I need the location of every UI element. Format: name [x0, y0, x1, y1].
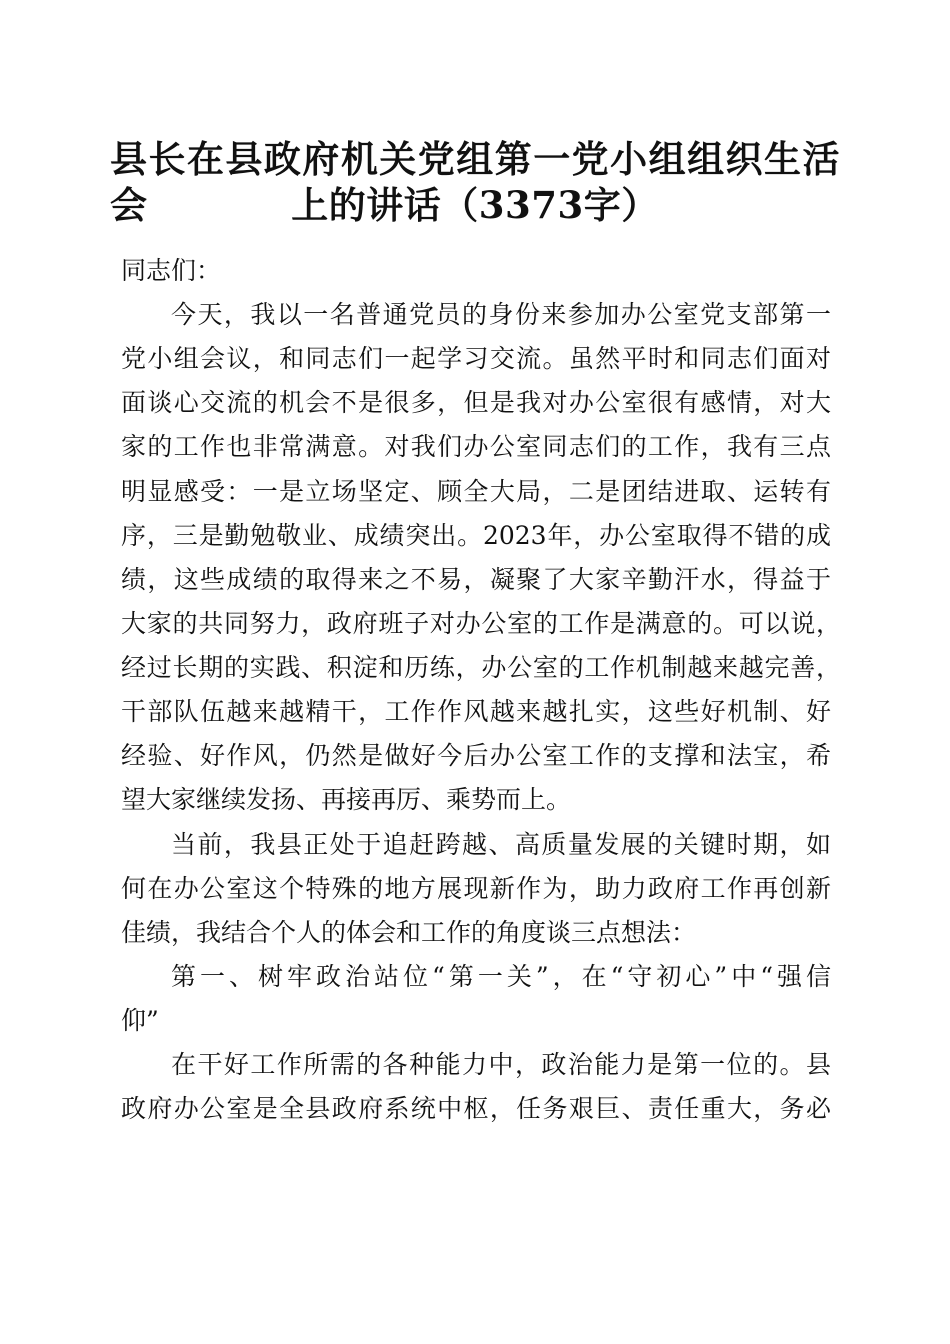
text-line: 干部队伍越来越精干，工作作风越来越扎实，这些好机制、好	[121, 697, 831, 726]
document-title-line-2: 上的讲话（3373字）	[291, 183, 659, 227]
text-line: 当前，我县正处于追赶跨越、高质量发展的关键时期，如	[171, 830, 831, 859]
document-title-line-1: 县长在县政府机关党组第一党小组组织生活会	[110, 137, 840, 227]
text-line: 序，三是勤勉敬业、成绩突出。2023年，办公室取得不错的成	[121, 521, 831, 550]
salutation: 同志们：	[121, 256, 222, 285]
text-line: 经过长期的实践、积淀和历练，办公室的工作机制越来越完善，	[121, 653, 841, 682]
text-line: 大家的共同努力，政府班子对办公室的工作是满意的。可以说，	[121, 609, 841, 638]
text-line: 家的工作也非常满意。对我们办公室同志们的工作，我有三点	[121, 432, 831, 461]
text-line: 经验、好作风，仍然是做好今后办公室工作的支撑和法宝，希	[121, 741, 831, 770]
section-heading-line: 仰”	[121, 1006, 159, 1035]
text-line: 面谈心交流的机会不是很多，但是我对办公室很有感情，对大	[121, 388, 831, 417]
text-line: 今天，我以一名普通党员的身份来参加办公室党支部第一	[171, 300, 831, 329]
text-line: 政府办公室是全县政府系统中枢，任务艰巨、责任重大，务必	[121, 1094, 831, 1123]
text-line: 望大家继续发扬、再接再厉、乘势而上。	[121, 785, 572, 814]
section-heading-line: 第一、树牢政治站位“第一关”，在“守初心”中“强信	[171, 962, 831, 991]
text-line: 党小组会议，和同志们一起学习交流。虽然平时和同志们面对	[121, 344, 831, 373]
text-line: 明显感受：一是立场坚定、顾全大局，二是团结进取、运转有	[121, 477, 831, 506]
text-line: 绩，这些成绩的取得来之不易，凝聚了大家辛勤汗水，得益于	[121, 565, 831, 594]
text-line: 在干好工作所需的各种能力中，政治能力是第一位的。县	[171, 1050, 831, 1079]
text-line: 佳绩，我结合个人的体会和工作的角度谈三点想法：	[121, 918, 697, 947]
text-line: 何在办公室这个特殊的地方展现新作为，助力政府工作再创新	[121, 874, 831, 903]
